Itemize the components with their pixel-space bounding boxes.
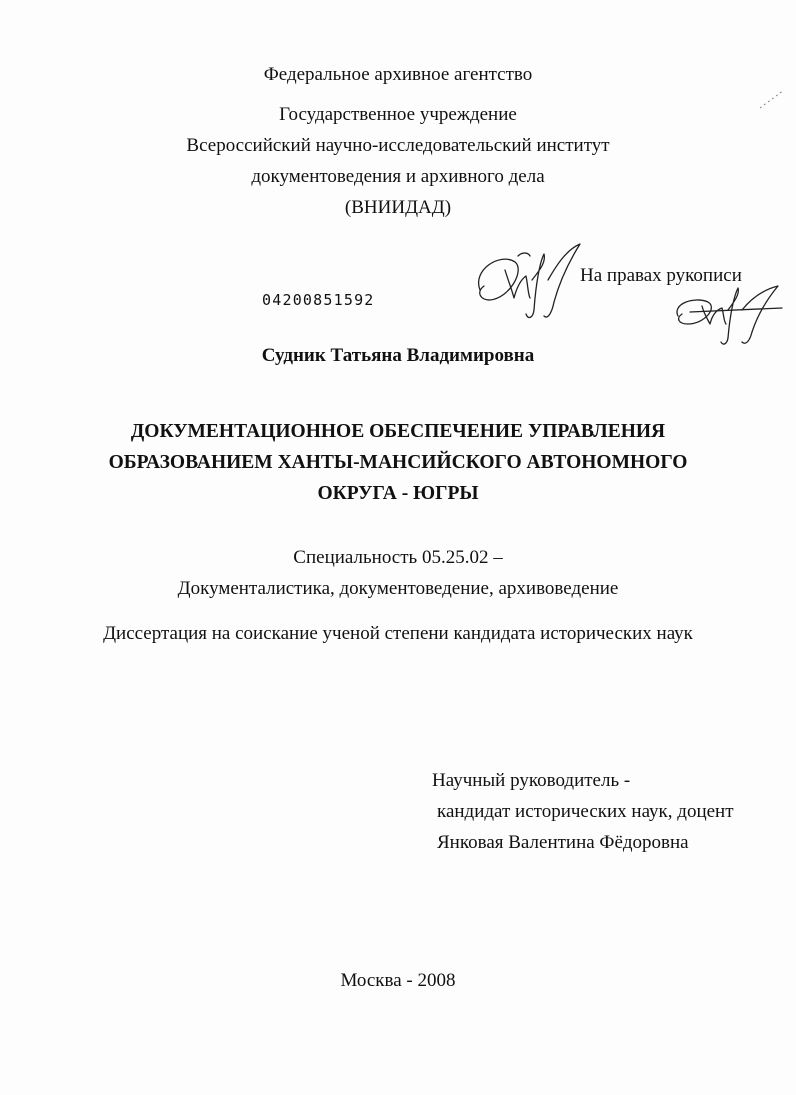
institute-name: Всероссийский научно-исследовательский институт	[186, 135, 610, 156]
specialty-name: Документалистика, документоведение, архивоведение	[177, 578, 619, 599]
document-code: 04200851592	[262, 291, 375, 309]
supervisor-name: Янковая Валентина Фёдоровна	[437, 832, 689, 853]
dissertation-title-line-3: ОКРУГА - ЮГРЫ	[317, 483, 479, 504]
signature-icon	[470, 240, 590, 325]
institution-type: Государственное учреждение	[279, 104, 517, 125]
city-year: Москва - 2008	[340, 970, 456, 991]
stray-mark-icon	[758, 86, 788, 116]
institute-name-continued: документоведения и архивного дела	[251, 166, 545, 187]
supervisor-rank: кандидат исторических наук, доцент	[437, 801, 734, 822]
manuscript-note: На правах рукописи	[580, 265, 742, 286]
institute-abbreviation: (ВНИИДАД)	[344, 197, 452, 218]
specialty-code: Специальность 05.25.02 –	[293, 547, 503, 568]
dissertation-title-line-2: ОБРАЗОВАНИЕМ ХАНТЫ-МАНСИЙСКОГО АВТОНОМНОГО	[108, 452, 688, 473]
author-name: Судник Татьяна Владимировна	[261, 345, 535, 366]
signature-icon	[670, 282, 785, 352]
dissertation-title-line-1: ДОКУМЕНТАЦИОННОЕ ОБЕСПЕЧЕНИЕ УПРАВЛЕНИЯ	[130, 421, 666, 442]
degree-statement: Диссертация на соискание ученой степени кандидата исторических наук	[103, 623, 693, 644]
supervisor-label: Научный руководитель -	[432, 770, 631, 791]
agency-name: Федеральное архивное агентство	[263, 64, 533, 85]
